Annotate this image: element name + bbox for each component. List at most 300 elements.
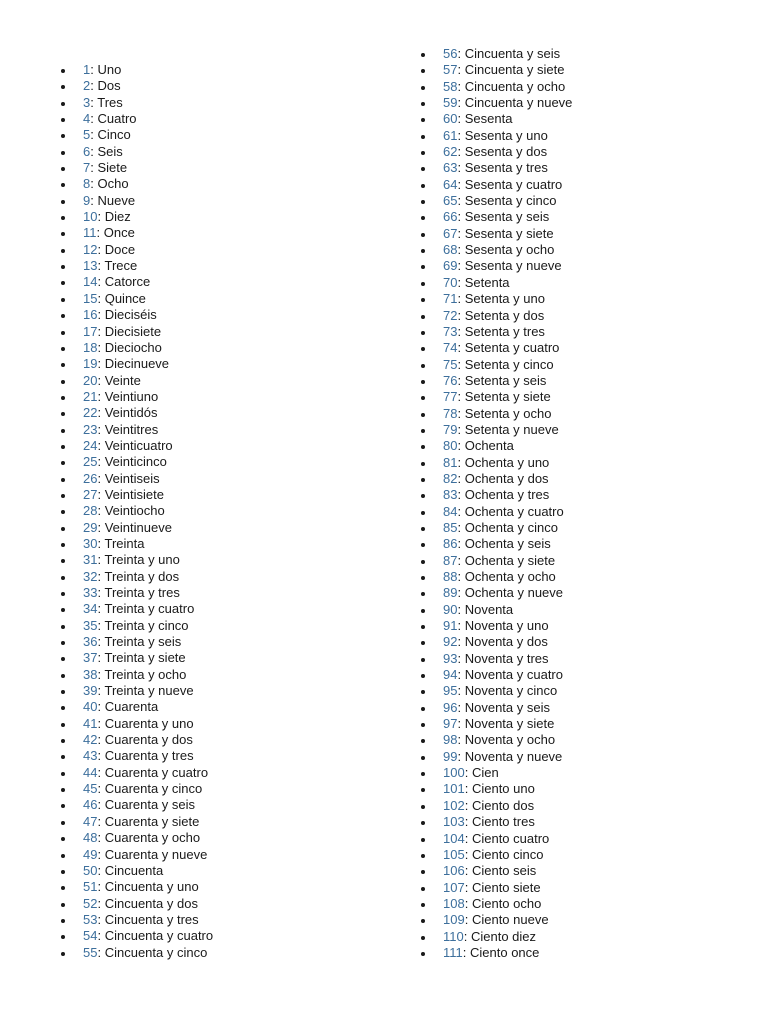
number-link[interactable]: 81 [443,454,458,470]
list-item [61,78,213,94]
list-item [421,716,572,732]
separator: : [457,291,462,307]
number-word: Dieciocho [104,339,162,355]
number-link[interactable]: 11 [83,225,97,241]
number-link[interactable]: 74 [443,340,458,356]
number-word: Ciento once [470,944,540,960]
number-word: Noventa y uno [464,618,549,634]
separator: : [96,225,101,241]
number-link[interactable]: 36 [83,634,98,650]
number-word: Ciento nueve [471,912,549,928]
number-link[interactable]: 54 [83,928,98,944]
separator: : [97,535,102,551]
separator: : [457,62,462,78]
number-link[interactable]: 75 [443,356,458,372]
number-link[interactable]: 64 [443,176,458,192]
number-word: Ciento tres [471,814,535,830]
separator: : [97,486,102,502]
list-item [61,896,213,912]
number-link[interactable]: 100 [443,765,465,781]
number-link[interactable]: 37 [83,650,98,666]
number-word: Nueve [97,192,136,208]
number-link[interactable]: 89 [443,585,458,601]
number-link[interactable]: 27 [83,486,98,502]
separator: : [457,748,462,764]
separator: : [457,536,462,552]
number-link[interactable]: 102 [443,797,465,813]
list-item [61,176,213,192]
number-word: Cincuenta y nueve [464,95,573,111]
number-link[interactable]: 41 [83,715,98,731]
number-link[interactable]: 8 [83,176,91,192]
number-link[interactable]: 13 [83,258,98,274]
number-word: Setenta y siete [464,389,551,405]
separator: : [97,634,102,650]
number-link[interactable]: 47 [83,813,98,829]
separator: : [90,78,94,94]
number-link[interactable]: 7 [83,160,91,176]
list-item [61,814,213,830]
number-word: Cuarenta [104,699,159,715]
list-item [61,307,213,323]
list-item [421,275,572,291]
number-link[interactable]: 42 [83,732,98,748]
number-link[interactable]: 84 [443,503,458,519]
number-word: Dos [97,78,121,94]
list-item [421,46,572,62]
number-word: Doce [104,241,136,257]
list-item [61,585,213,601]
number-link[interactable]: 62 [443,144,458,160]
number-word: Diecisiete [104,323,162,339]
list-item [61,503,213,519]
number-link[interactable]: 69 [443,258,458,274]
separator: : [457,569,462,584]
separator: : [97,846,102,862]
number-link[interactable]: 58 [443,78,458,94]
number-link[interactable]: 93 [443,650,458,666]
number-link[interactable]: 35 [83,617,98,633]
number-link[interactable]: 15 [83,290,98,306]
number-link[interactable]: 101 [443,781,465,797]
number-link[interactable]: 76 [443,372,458,388]
number-link[interactable]: 82 [443,470,458,486]
list-item [61,847,213,863]
number-link[interactable]: 46 [83,797,98,813]
separator: : [457,372,462,388]
separator: : [90,127,94,143]
list-item [421,651,572,667]
number-word: Setenta y tres [464,323,545,339]
separator: : [462,944,467,960]
number-list-right [421,46,572,961]
separator: : [457,389,462,405]
number-link[interactable]: 87 [443,552,458,568]
separator: : [97,503,102,519]
separator: : [464,863,469,879]
number-link[interactable]: 28 [83,503,98,519]
number-word: Setenta y ocho [464,405,552,421]
number-link[interactable]: 20 [83,372,98,388]
list-item [421,634,572,650]
number-link[interactable]: 40 [83,699,98,715]
number-word: Sesenta y ocho [464,242,555,258]
number-link[interactable]: 97 [443,716,458,732]
separator: : [457,144,462,160]
list-item [61,601,213,617]
number-word: Setenta y dos [464,307,545,323]
list-item [61,912,213,928]
list-item [421,847,572,863]
separator: : [97,666,102,682]
separator: : [97,372,102,388]
number-word: Ocho [97,176,129,192]
separator: : [97,911,102,927]
number-link[interactable]: 57 [443,62,458,78]
number-link[interactable]: 70 [443,274,458,290]
number-link[interactable]: 78 [443,405,458,421]
number-link[interactable]: 21 [83,388,98,404]
list-item [421,945,572,961]
list-item [421,373,572,389]
number-link[interactable]: 5 [83,127,91,143]
list-item [421,700,572,716]
list-item [61,569,213,585]
list-item [421,242,572,258]
number-link[interactable]: 23 [83,421,98,437]
number-word: Cincuenta y seis [464,46,561,61]
number-word: Seis [97,143,123,159]
separator: : [97,862,102,878]
number-word: Cincuenta y uno [104,879,199,895]
separator: : [97,323,102,339]
number-link[interactable]: 71 [443,291,458,307]
number-word: Setenta [464,274,510,290]
list-item [421,357,572,373]
number-link[interactable]: 55 [83,944,98,960]
separator: : [97,388,102,404]
number-word: Veintiuno [104,388,159,404]
number-link[interactable]: 18 [83,339,98,355]
separator: : [457,242,462,258]
number-link[interactable]: 109 [443,912,465,928]
separator: : [457,209,462,225]
number-link[interactable]: 79 [443,421,458,437]
list-item [61,438,213,454]
number-link[interactable]: 56 [443,46,458,61]
number-link[interactable]: 29 [83,519,98,535]
number-word: Cincuenta y tres [104,911,199,927]
list-item [61,797,213,813]
number-link[interactable]: 26 [83,470,98,486]
number-word: Tres [97,94,123,110]
number-link[interactable]: 59 [443,95,458,111]
list-item [61,618,213,634]
number-list-left [61,62,213,961]
list-item [61,422,213,438]
list-item [61,520,213,536]
list-item [421,569,572,585]
number-word: Noventa y ocho [464,732,556,748]
list-item [421,765,572,781]
number-link[interactable]: 51 [83,879,98,895]
list-item [61,144,213,160]
list-item [421,831,572,847]
list-item [421,193,572,209]
separator: : [90,94,94,110]
number-link[interactable]: 65 [443,193,458,209]
number-word: Setenta y nueve [464,421,559,437]
number-link[interactable]: 111 [443,944,463,960]
list-item [61,732,213,748]
number-link[interactable]: 25 [83,454,98,470]
separator: : [97,290,102,306]
number-word: Treinta y ocho [104,666,187,682]
separator: : [457,716,462,732]
number-link[interactable]: 17 [83,323,98,339]
number-word: Once [103,225,135,241]
number-word: Veinticinco [104,454,167,470]
number-link[interactable]: 92 [443,634,458,650]
number-link[interactable]: 32 [83,568,98,584]
number-word: Noventa y dos [464,634,548,650]
number-link[interactable]: 4 [83,111,91,127]
list-item [61,62,213,78]
number-link[interactable]: 91 [443,618,458,634]
number-link[interactable]: 85 [443,519,458,535]
number-link[interactable]: 107 [443,879,465,895]
separator: : [457,95,462,111]
list-item [421,324,572,340]
number-link[interactable]: 80 [443,438,458,454]
number-link[interactable]: 94 [443,667,458,683]
number-word: Ochenta [464,438,514,454]
number-link[interactable]: 12 [83,241,98,257]
number-link[interactable]: 68 [443,242,458,258]
number-link[interactable]: 88 [443,569,458,584]
number-word: Ochenta y nueve [464,585,564,601]
number-link[interactable]: 14 [83,274,98,290]
separator: : [464,781,469,797]
separator: : [457,111,462,127]
list-item [61,471,213,487]
list-item [421,291,572,307]
number-word: Catorce [104,274,151,290]
number-link[interactable]: 3 [83,94,91,110]
number-word: Sesenta y seis [464,209,550,225]
number-word: Ochenta y siete [464,552,556,568]
number-word: Dieciséis [104,307,157,323]
number-link[interactable]: 44 [83,764,98,780]
number-link[interactable]: 86 [443,536,458,552]
separator: : [457,699,462,715]
list-item [421,504,572,520]
list-item [421,160,572,176]
list-item [421,340,572,356]
list-item [61,324,213,340]
number-link[interactable]: 66 [443,209,458,225]
list-item [421,209,572,225]
number-link[interactable]: 104 [443,830,465,846]
separator: : [97,944,102,960]
number-word: Veinte [104,372,141,388]
list-item [61,945,213,961]
number-word: Veintiocho [104,503,165,519]
number-link[interactable]: 90 [443,601,458,617]
separator: : [97,585,102,600]
separator: : [97,405,102,421]
number-link[interactable]: 33 [83,585,98,600]
number-link[interactable]: 83 [443,487,458,503]
number-link[interactable]: 48 [83,830,98,846]
number-link[interactable]: 60 [443,111,458,127]
number-word: Cincuenta y cinco [104,944,208,960]
separator: : [97,356,102,372]
separator: : [97,552,102,568]
number-word: Sesenta y siete [464,225,554,241]
number-link[interactable]: 61 [443,127,458,143]
number-link[interactable]: 9 [83,192,91,208]
number-link[interactable]: 38 [83,666,98,682]
list-item [61,634,213,650]
number-link[interactable]: 95 [443,683,458,699]
number-link[interactable]: 77 [443,389,458,405]
number-word: Noventa y nueve [464,748,563,764]
number-link[interactable]: 63 [443,160,458,176]
list-item [61,225,213,241]
number-word: Veintidós [104,405,158,421]
number-word: Treinta y cinco [104,617,189,633]
separator: : [90,62,94,77]
separator: : [464,814,469,830]
separator: : [97,601,102,617]
separator: : [97,895,102,911]
number-link[interactable]: 67 [443,225,458,241]
number-link[interactable]: 6 [83,143,91,159]
list-item [61,781,213,797]
separator: : [457,503,462,519]
number-link[interactable]: 45 [83,781,98,797]
number-link[interactable]: 24 [83,437,98,453]
list-item [421,438,572,454]
number-word: Treinta y nueve [104,683,194,699]
separator: : [97,928,102,944]
number-link[interactable]: 30 [83,535,98,551]
number-word: Treinta y seis [104,634,182,650]
list-item [61,274,213,290]
separator: : [97,209,102,225]
number-link[interactable]: 43 [83,748,98,764]
number-word: Ciento cinco [471,846,544,862]
list-item [61,242,213,258]
number-word: Sesenta y dos [464,144,548,160]
separator: : [97,683,102,699]
separator: : [97,437,102,453]
list-item [61,405,213,421]
list-item [61,863,213,879]
separator: : [464,846,469,862]
number-link[interactable]: 31 [83,552,98,568]
number-word: Setenta y cinco [464,356,554,372]
number-word: Treinta y uno [104,552,180,568]
number-link[interactable]: 50 [83,862,98,878]
number-word: Ciento ocho [471,895,542,911]
list-item [421,683,572,699]
number-link[interactable]: 39 [83,683,98,699]
list-item [421,732,572,748]
number-link[interactable]: 1 [83,62,91,77]
number-link[interactable]: 72 [443,307,458,323]
number-link[interactable]: 108 [443,895,465,911]
list-item [421,880,572,896]
number-link[interactable]: 105 [443,846,465,862]
number-link[interactable]: 10 [83,209,98,225]
number-word: Noventa y cinco [464,683,558,699]
list-item [61,552,213,568]
separator: : [464,912,469,928]
separator: : [457,421,462,437]
number-link[interactable]: 53 [83,911,98,927]
list-item [61,95,213,111]
separator: : [90,111,94,127]
number-link[interactable]: 73 [443,323,458,339]
list-item [61,373,213,389]
number-link[interactable]: 96 [443,699,458,715]
list-item [421,308,572,324]
number-link[interactable]: 98 [443,732,458,748]
number-link[interactable]: 106 [443,863,465,879]
number-link[interactable]: 49 [83,846,98,862]
list-item [61,209,213,225]
separator: : [457,519,462,535]
separator: : [97,519,102,535]
number-link[interactable]: 110 [443,928,464,944]
list-item [61,111,213,127]
list-item [61,699,213,715]
number-link[interactable]: 103 [443,814,465,830]
number-word: Diez [104,209,131,225]
separator: : [97,797,102,813]
number-word: Sesenta y cuatro [464,176,563,192]
number-link[interactable]: 99 [443,748,458,764]
list-item [421,144,572,160]
number-link[interactable]: 16 [83,307,98,323]
number-link[interactable]: 34 [83,601,98,617]
number-word: Cuarenta y cuatro [104,764,209,780]
separator: : [457,683,462,699]
separator: : [457,160,462,176]
number-link[interactable]: 2 [83,78,91,94]
number-word: Setenta y seis [464,372,547,388]
list-item [421,487,572,503]
number-word: Uno [97,62,122,77]
separator: : [457,340,462,356]
list-item [61,879,213,895]
number-link[interactable]: 22 [83,405,98,421]
separator: : [457,667,462,683]
number-word: Treinta y cuatro [104,601,195,617]
list-item [61,193,213,209]
number-link[interactable]: 52 [83,895,98,911]
list-item [421,553,572,569]
number-word: Sesenta y nueve [464,258,562,274]
number-word: Sesenta y tres [464,160,548,176]
separator: : [457,323,462,339]
number-link[interactable]: 19 [83,356,98,372]
list-item [61,748,213,764]
number-word: Ciento siete [471,879,541,895]
list-item [421,863,572,879]
